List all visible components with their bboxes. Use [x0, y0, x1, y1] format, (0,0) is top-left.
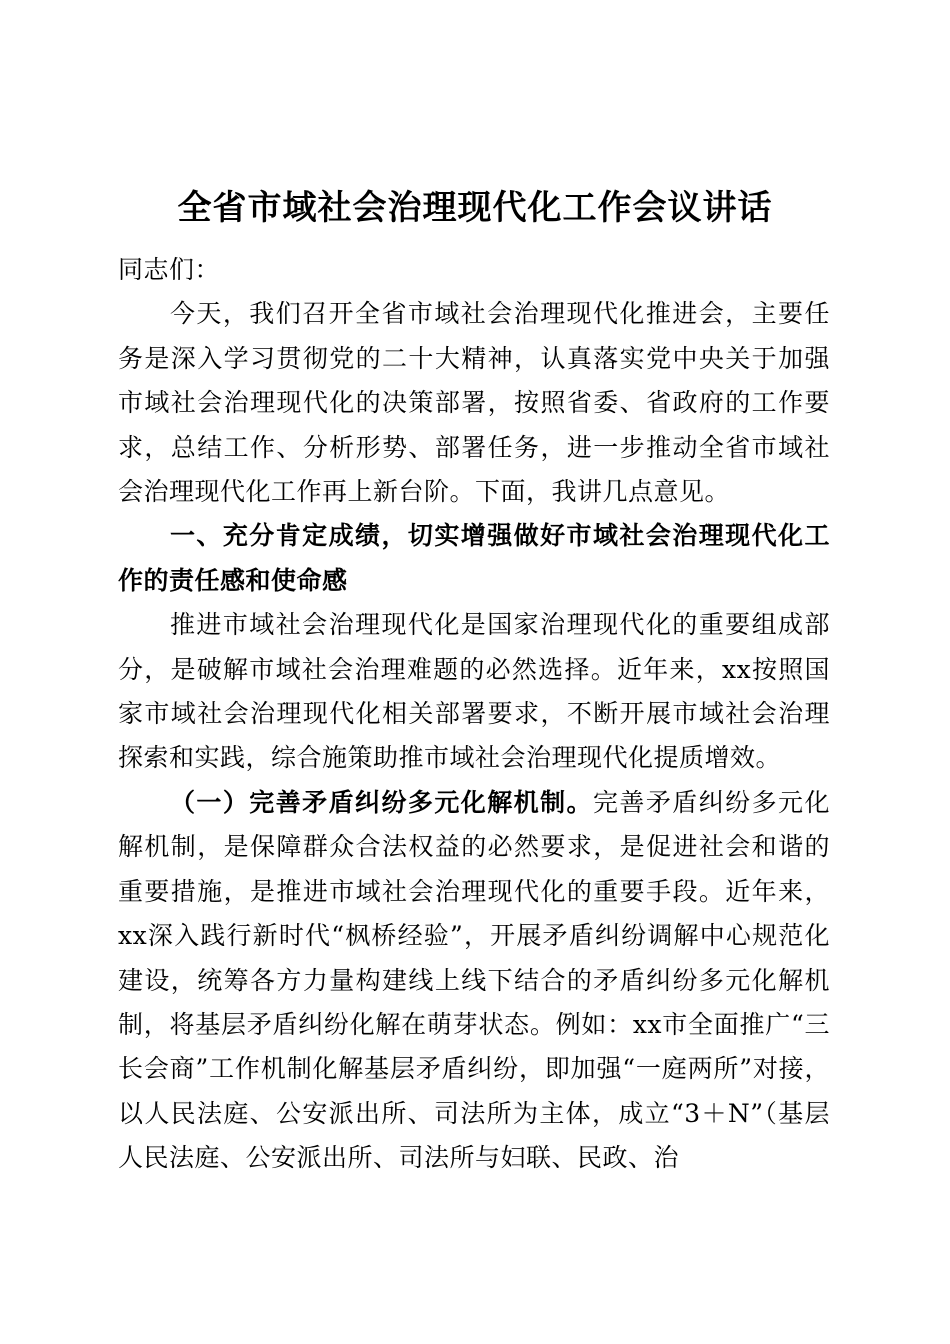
document-title: 全省市域社会治理现代化工作会议讲话 [177, 188, 773, 228]
section-1-heading: 一、充分肯定成绩，切实增强做好市域社会治理现代化工作的责任感和使命感 [118, 521, 830, 595]
section-1-paragraph: 推进市域社会治理现代化是国家治理现代化的重要组成部分，是破解市域社会治理难题的必然选择。近年来，xx按照国家市域社会治理现代化相关部署要求，不断开展市域社会治理探索和实践，综合施策助推市域社会治理现代化提质增效。 [118, 610, 830, 773]
subsection-1-body: 完善矛盾纠纷多元化解机制，是保障群众合法权益的必然要求，是促进社会和谐的重要措施，是推进市域社会治理现代化的重要手段。近年来，xx深入践行新时代“枫桥经验”，开展矛盾纠纷调解中心规范化建设，统筹各方力量构建线上线下结合的矛盾纠纷多元化解机制，将基层矛盾纠纷化解在萌芽状态。例如：xx市全面推广“三长会商”工作机制化解基层矛盾纠纷，即加强“一庭两所”对接，以人民法庭、公安派出所、司法所为主体，成立“3＋N”（基层人民法庭、公安派出所、司法所与妇联、民政、治 [118, 787, 830, 1173]
intro-paragraph: 今天，我们召开全省市域社会治理现代化推进会，主要任务是深入学习贯彻党的二十大精神，认真落实党中央关于加强市域社会治理现代化的决策部署，按照省委、省政府的工作要求，总结工作、分析形势、部署任务，进一步推动全省市域社会治理现代化工作再上新台阶。下面，我讲几点意见。 [118, 299, 830, 507]
salutation: 同志们： [118, 255, 221, 284]
document-body [118, 248, 830, 1181]
subsection-1-lead: （一）完善矛盾纠纷多元化解机制。 [170, 787, 593, 817]
subsection-1-paragraph [118, 781, 830, 1181]
